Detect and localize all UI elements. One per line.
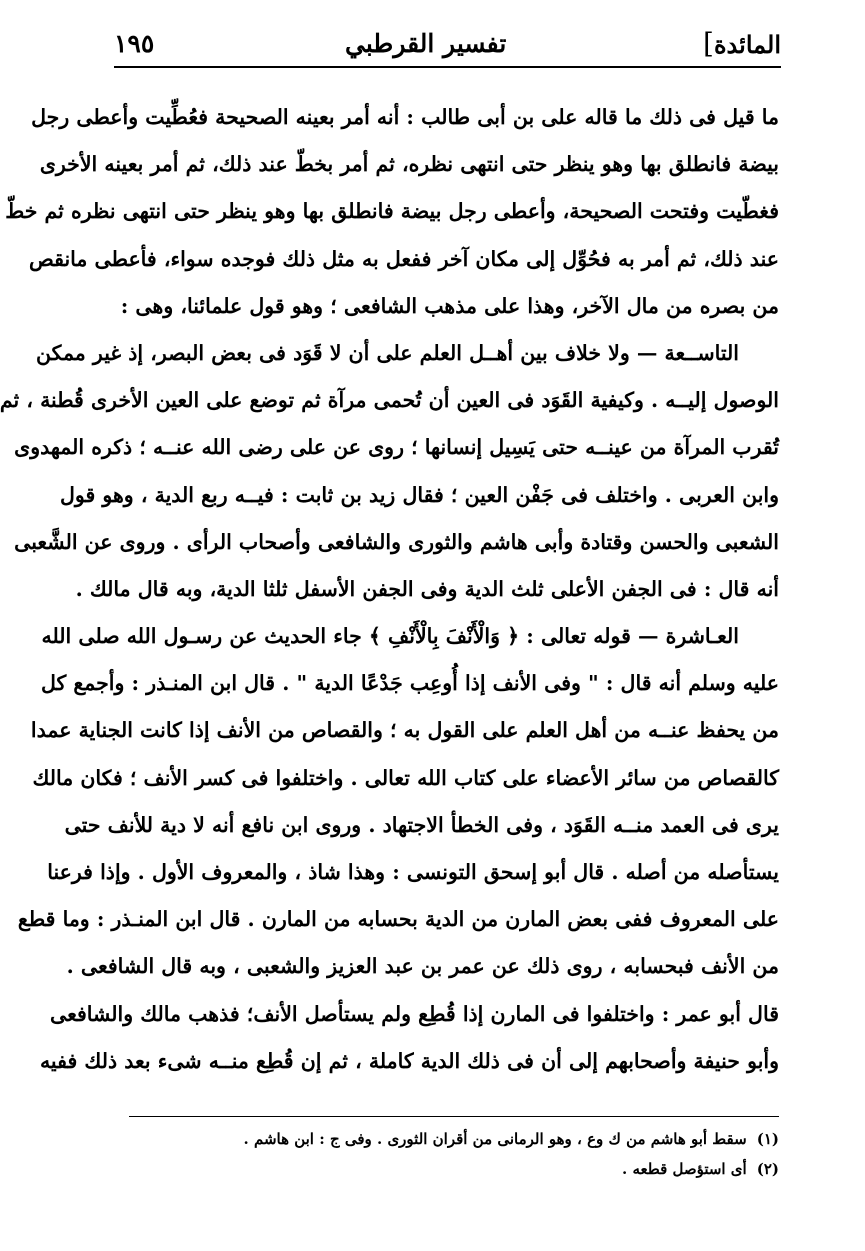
text-line: أنه قال : فى الجفن الأعلى ثلث الدية وفى الجفن الأسفل ثلثا الدية، وبه قال مالك . bbox=[75, 576, 779, 601]
text-line: يرى فى العمد منــه القَوَد ، وفى الخطأ الاجتهاد . وروى ابن نافع أنه لا دية للأنف حتى bbox=[64, 812, 779, 837]
text-line: من الأنف فبحسابه ، روى ذلك عن عمر بن عبد العزيز والشعبى ، وبه قال الشافعى . bbox=[66, 954, 779, 979]
paragraph-ninth-start: التاســعة — ولا خلاف بين أهــل العلم على أن لا قَوَد فى بعض البصر، إذ غير ممكن bbox=[36, 340, 739, 365]
footnote-number: (١) bbox=[756, 1130, 779, 1148]
footnote-1 bbox=[114, 1124, 779, 1154]
text-line: وابن العربى . واختلف فى جَفْن العين ؛ فقال زيد بن ثابت : فيــه ربع الدية ، وهو قول bbox=[59, 482, 779, 507]
text-line: فغطّيت وفتحت الصحيحة، وأعطى رجل بيضة فانطلق بها وهو ينظر حتى انتهى نظره ثم خطّ bbox=[5, 199, 779, 224]
page-header bbox=[114, 22, 781, 64]
text-line: من بصره من مال الآخر، وهذا على مذهب الشافعى ؛ وهو قول علمائنا، وهى : bbox=[120, 293, 779, 318]
footnote-text: سقط أبو هاشم من ك وع ، وهو الرمانى من أقران الثورى . وفى ج : ابن هاشم . bbox=[243, 1130, 747, 1148]
footnote-text: أى استؤصل قطعه . bbox=[622, 1160, 747, 1178]
header-rule bbox=[114, 66, 781, 68]
page-number: ١٩٥ bbox=[114, 28, 155, 58]
text-line: من يحفظ عنــه من أهل العلم على القول به ؛ والقصاص من الأنف إذا كانت الجناية عمدا bbox=[30, 718, 779, 743]
text-line: قال أبو عمر : واختلفوا فى المارن إذا قُطِع ولم يستأصل الأنف؛ فذهب مالك والشافعى bbox=[49, 1001, 779, 1026]
text-line: الوصول إليــه . وكيفية القَوَد فى العين أن تُحمى مرآة ثم توضع على العين الأخرى قُطنة ، ثم bbox=[0, 388, 779, 413]
footnotes bbox=[114, 1124, 779, 1184]
footnote-rule bbox=[129, 1116, 779, 1117]
text-line: يستأصله من أصله . قال أبو إسحق التونسى : وهذا شاذ ، والمعروف الأول . وإذا فرعنا bbox=[47, 860, 779, 884]
text-line: ما قيل فى ذلك ما قاله على بن أبى طالب : أنه أمر بعينه الصحيحة فعُطِّيت وأعطى رجل bbox=[31, 105, 779, 129]
footnote-number: (٢) bbox=[756, 1160, 779, 1178]
main-text bbox=[0, 94, 779, 1085]
section-name: المائدة] bbox=[697, 27, 781, 60]
paragraph-tenth-start: العـاشرة — قوله تعالى : ﴿ وَالْأَنْفَ بِالْأَنْفِ ﴾ جاء الحديث عن رسـول الله صلى الله bbox=[41, 624, 739, 649]
header-bracket: ] bbox=[703, 26, 714, 60]
text-line: وأبو حنيفة وأصحابهم إلى أن فى ذلك الدية كاملة ، ثم إن قُطِع منــه شىء بعد ذلك ففيه bbox=[39, 1048, 779, 1073]
text-line: بيضة فانطلق بها وهو ينظر حتى انتهى نظره، ثم أمر بخطّ عند ذلك، ثم أمر بعينه الأخرى bbox=[39, 152, 779, 177]
text-line: تُقرب المرآة من عينــه حتى يَسِيل إنسانها ؛ روى عن على رضى الله عنــه ؛ ذكره المهدوى bbox=[14, 435, 779, 460]
text-line: عليه وسلم أنه قال : " وفى الأنف إذا أُوعِب جَدْعًا الدية " . قال ابن المنـذر : وأجمع كل bbox=[40, 671, 779, 696]
text-line: الشعبى والحسن وقتادة وأبى هاشم والثورى والشافعى وأصحاب الرأى . وروى عن الشَّعبى bbox=[14, 529, 779, 554]
text-line: كالقصاص من سائر الأعضاء على كتاب الله تعالى . واختلفوا فى كسر الأنف ؛ فكان مالك bbox=[32, 765, 779, 790]
book-title: تفسير القرطبي bbox=[345, 28, 507, 58]
text-line: على المعروف ففى بعض المارن من الدية بحسابه من المارن . قال ابن المنـذر : وما قطع bbox=[17, 907, 779, 932]
text-line: عند ذلك، ثم أمر به فحُوِّل إلى مكان آخر ففعل به مثل ذلك فوجده سواء، فأعطى مانقص bbox=[28, 246, 779, 271]
footnote-2 bbox=[114, 1154, 779, 1184]
